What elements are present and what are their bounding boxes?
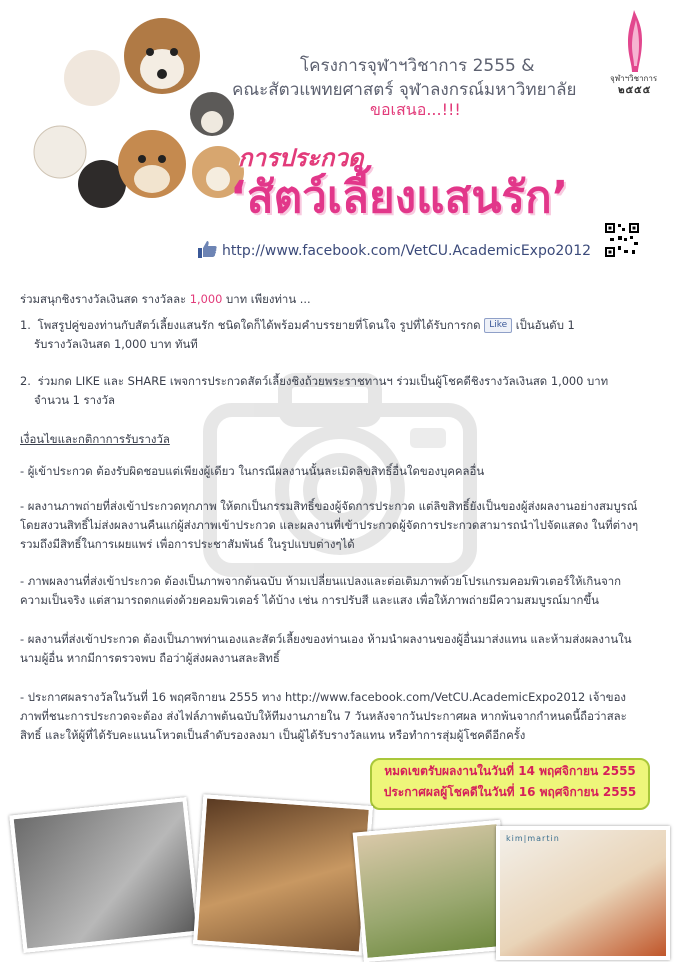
photo-boy-with-dog (193, 794, 373, 955)
photo-woman-with-black-dog (496, 826, 670, 960)
list-item (20, 316, 640, 354)
deadline-box (370, 758, 650, 810)
intro-amount: 1,000 (189, 292, 223, 306)
logo-text: จุฬาฯวิชาการ (610, 74, 658, 83)
like-button (484, 318, 512, 333)
list-item-line-2: รับรางวัลเงินสด 1,000 บาท ทันที (34, 337, 198, 351)
rule-item: - ผู้เข้าประกวด ต้องรับผิดชอบแต่เพียงผู้เดียว ในกรณีผลงานนั้นละเมิดลิขสิทธิ์อื่นใดของบุคคลอื่น (20, 464, 485, 478)
header-line-2: คณะสัตวแพทยศาสตร์ จุฬาลงกรณ์มหาวิทยาลัย (232, 80, 577, 100)
photo-watermark: kim|martin (506, 834, 560, 843)
header-line-1: โครงการจุฬาฯวิชาการ 2555 & (300, 56, 535, 76)
facebook-like-thumb-icon (196, 238, 218, 260)
rule-item: - ผลงานภาพถ่ายที่ส่งเข้าประกวดทุกภาพ ให้ตกเป็นกรรมสิทธิ์ของผู้จัดการประกวด แต่ลิขสิทธิ์ยังเป็นของผู้ส่งผลงานอย่างสมบูรณ์ โดยสงวนสิทธิ์ไม่ส่งผลงานคืนแก่ผู้ส่งภาพเข้าประกวด และผลงานที่เข้าประกวดผู้จัดการประกวดสามารถนำไปจัดแสดง ในที่ต่างๆ รวมถึงมีสิทธิ์ในการเผยแพร่ เพื่อการประชาสัมพันธ์ ในรูปแบบต่างๆได้ (20, 499, 639, 551)
list-item-number: 1. (20, 318, 31, 332)
facebook-url-link[interactable]: http://www.facebook.com/VetCU.AcademicExpo2012 (222, 243, 592, 259)
qr-code-icon (604, 222, 640, 258)
rule-item: - ผลงานที่ส่งเข้าประกวด ต้องเป็นภาพท่านเองและสัตว์เลี้ยงของท่านเอง ห้ามนำผลงานของผู้อื่นมาส่งแทน และห้ามส่งผลงานในนามผู้อื่น หากมีการตรวจพบ ถือว่าผู้ส่งผลงานสละสิทธิ์ (20, 632, 632, 665)
photo-woman-with-dog (353, 820, 512, 962)
deadline-line-2: ประกาศผลผู้โชคดีในวันที่ 16 พฤศจิกายน 2555 (383, 785, 637, 799)
intro-prefix: ร่วมสนุกชิงรางวัลเงินสด รางวัลละ (20, 292, 190, 306)
list-item-text: โพสรูปคู่ของท่านกับสัตว์เลี้ยงแสนรัก ชนิดใดก็ได้พร้อมคำบรรยายที่โดนใจ รูปที่ได้รับการกด (37, 318, 481, 332)
like-label: Like (489, 320, 508, 330)
deadline-line-1: หมดเขตรับผลงานในวันที่ 14 พฤศจิกายน 2555 (384, 764, 636, 778)
photo-child-with-dog (9, 797, 200, 953)
list-item-text: ร่วมกด LIKE และ SHARE เพจการประกวดสัตว์เลี้ยงชิงถ้วยพระราชทานฯ ร่วมเป็นผู้โชคดีชิงรางวัลเงินสด 1,000 บาท (37, 374, 609, 388)
list-item-text-after: เป็นอันดับ 1 (515, 318, 575, 332)
dogs-collage-image (22, 14, 252, 219)
header-line-3: ขอเสนอ...!!! (370, 100, 461, 119)
intro-text (20, 290, 311, 309)
title-prefix: การประกวด (238, 144, 364, 172)
intro-suffix: บาท เพียงท่าน ... (222, 292, 311, 306)
page-title: ‘สัตว์เลี้ยงแสนรัก’ (230, 172, 569, 223)
list-item (20, 372, 640, 410)
rule-item: - ประกาศผลรางวัลในวันที่ 16 พฤศจิกายน 2555 ทาง http://www.facebook.com/VetCU.AcademicExpo2012 เจ้าของภาพที่ชนะการประกวดจะต้อง ส่งไฟล์ภาพต้นฉบับให้ทีมงานภายใน 7 วันหลังจากวันประกาศผล หากพ้นจากกำหนดนี้ถือว่าสละสิทธิ์ และให้ผู้ที่ได้รับคะแนนโหวตเป็นลำดับรองลงมา เป็นผู้ได้รับรางวัลแทน หรือทำการสุ่มผู้โชคดีอีกครั้ง (20, 690, 627, 742)
conditions-title: เงื่อนไขและกติกาการรับรางวัล (20, 432, 170, 446)
logo-year: ๒๕๕๕ (618, 85, 652, 96)
list-item-number: 2. (20, 374, 31, 388)
list-item-line-2: จำนวน 1 รางวัล (34, 393, 115, 407)
rule-item: - ภาพผลงานที่ส่งเข้าประกวด ต้องเป็นภาพจากต้นฉบับ ห้ามเปลี่ยนแปลงและต่อเติมภาพด้วยโปรแกรมคอมพิวเตอร์ให้เกินจากความเป็นจริง แต่สามารถตกแต่งด้วยคอมพิวเตอร์ ได้บ้าง เช่น การปรับสี และแสง เพื่อให้ภาพถ่ายมีความสมบูรณ์มากขึ้น (20, 574, 622, 607)
